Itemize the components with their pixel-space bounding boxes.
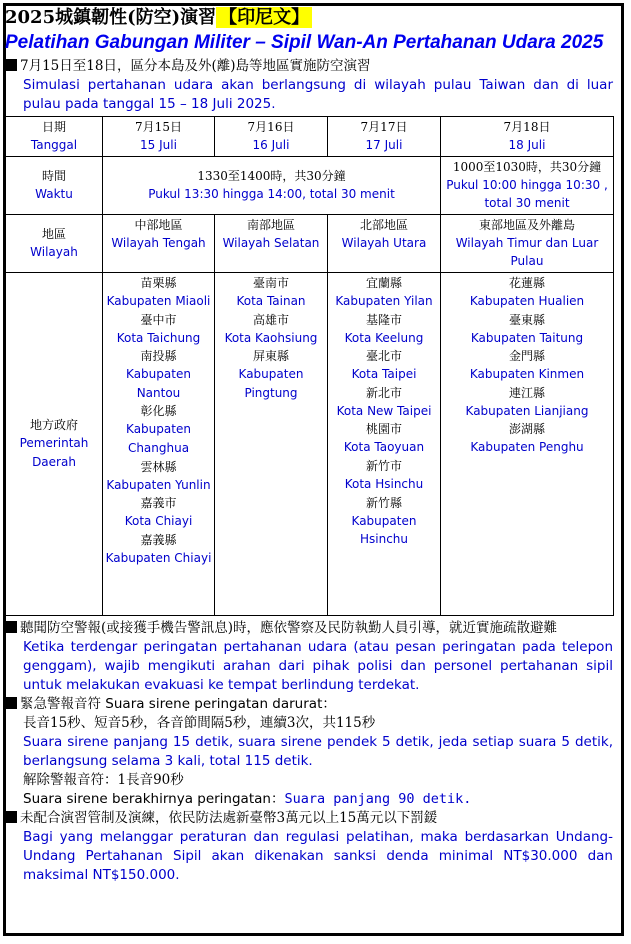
gov-item-id: Kabupaten Taitung [470,330,584,345]
gov-list-north [328,272,441,615]
penalty-notice [5,809,613,885]
date-cell [215,117,328,157]
date-cell [441,117,614,157]
time-last-zh: 1000至1030時，共30分鐘 [452,159,602,174]
table-row-time [6,156,614,214]
date-label-id: Tanggal [30,138,78,152]
gov-item-zh: 嘉義縣 [140,532,177,547]
time-label-id: Waktu [35,186,73,201]
page-title [5,6,613,30]
region-id: Wilayah Timur dan Luar Pulau [455,235,599,269]
gov-item-zh: 新竹市 [365,458,402,473]
date-cell [103,117,215,157]
region-cell [328,214,441,272]
siren-clear-value-id: Suara panjang 90 detik. [284,790,472,807]
title-language-highlight: 【印尼文】 [216,7,312,28]
date-zh: 7月18日 [503,120,551,134]
region-zh: 東部地區及外離島 [478,217,575,232]
square-bullet-icon [5,697,17,709]
gov-item-zh: 基隆市 [365,312,402,327]
gov-item-zh: 金門縣 [508,349,545,364]
date-id: 16 Juli [252,138,290,152]
gov-item-id: Kabupaten Nantou [126,367,191,400]
gov-item-zh: 臺中市 [140,312,177,327]
gov-list-central [103,272,215,615]
time-main-id: Pukul 13:30 hingga 14:00, total 30 menit [148,186,395,201]
penalty-id: Bagi yang melanggar peraturan dan regulasi pelatihan, maka berdasarkan Undang-Undang Pertahanan Sipil akan dikenakan sanksi denda minimal NT$30.000 dan maksimal NT$150.000. [23,828,613,883]
gov-item-id: Kabupaten Pingtung [238,367,304,400]
gov-item-zh: 南投縣 [140,349,177,364]
gov-label-zh: 地方政府 [29,418,78,433]
square-bullet-icon [5,59,17,71]
gov-list-south [215,272,328,615]
gov-item-id: Kota Chiayi [124,514,193,529]
time-main-cell [103,156,441,214]
evac-zh: 聽聞防空警報(或接獲手機告警訊息)時，應依警察及民防執勤人員引導，就近實施疏散避難 [20,619,558,636]
gov-item-id: Kabupaten Chiayi [105,550,212,565]
schedule-table [5,116,614,616]
gov-item-zh: 高雄市 [252,312,289,327]
gov-item-zh: 屏東縣 [252,349,289,364]
time-label-cell [6,156,103,214]
region-label-zh: 地區 [41,227,66,242]
siren-notice [5,695,613,809]
region-id: Wilayah Utara [341,235,427,250]
gov-item-id: Kota Hsinchu [344,476,424,491]
intro-id: Simulasi pertahanan udara akan berlangsung di wilayah pulau Taiwan dan di luar pulau pada tanggal 15 – 18 Juli 2025. [23,77,613,112]
gov-item-id: Kota Kaohsiung [224,330,318,345]
evacuation-notice [5,619,613,695]
intro-section [5,57,613,114]
time-label-zh: 時間 [41,168,66,183]
region-zh: 北部地區 [359,217,408,232]
date-cell [328,117,441,157]
date-zh: 7月17日 [360,120,408,134]
gov-item-id: Kabupaten Penghu [470,440,584,455]
title-main: 2025城鎮韌性(防空)演習 [5,7,217,28]
gov-list-east [441,272,614,615]
siren-clear-zh: 解除警報音符：1長音90秒 [23,771,184,788]
gov-item-zh: 宜蘭縣 [365,275,402,290]
region-zh: 中部地區 [134,217,183,232]
date-id: 15 Juli [140,138,177,152]
gov-item-zh: 澎湖縣 [508,422,545,437]
gov-label-cell [6,272,103,615]
gov-item-id: Kabupaten Hsinchu [351,513,417,547]
gov-item-zh: 嘉義市 [140,496,177,511]
gov-item-zh: 臺南市 [252,275,289,290]
gov-item-zh: 連江縣 [508,385,545,400]
gov-item-zh: 新北市 [365,385,402,400]
square-bullet-icon [5,621,17,633]
intro-zh: 7月15日至18日，區分本島及外(離)島等地區實施防空演習 [20,58,371,74]
evac-id: Ketika terdengar peringatan pertahanan udara (atau pesan peringatan pada telepon genggam), wajib mengikuti arahan dari pihak polisi dan personel pertahanan sipil untuk melakukan evakuasi ke tempat berlindung terdekat. [23,638,613,693]
date-id: 18 Juli [508,138,546,152]
gov-item-zh: 苗栗縣 [140,275,177,290]
time-main-zh: 1330至1400時，共30分鐘 [197,168,346,183]
region-id: Wilayah Tengah [111,235,206,250]
table-row-dates [6,117,614,157]
gov-item-id: Kota Taoyuan [343,440,425,455]
gov-item-id: Kabupaten Yunlin [106,477,211,492]
date-zh: 7月15日 [135,120,182,134]
gov-item-id: Kota Taichung [116,330,201,345]
region-label-id: Wilayah [30,245,78,260]
siren-detail-zh: 長音15秒、短音5秒，各音節間隔5秒，連續3次，共115秒 [23,714,376,731]
region-cell [103,214,215,272]
gov-item-id: Kota Tainan [236,293,306,308]
region-id: Wilayah Selatan [222,235,320,250]
gov-item-id: Kota Taipei [351,367,417,382]
gov-item-zh: 雲林縣 [140,459,177,474]
gov-item-id: Kabupaten Lianjiang [465,403,589,418]
gov-item-id: Kabupaten Changhua [126,422,191,455]
gov-item-zh: 臺北市 [365,349,402,364]
gov-item-id: Kabupaten Yilan [335,293,433,308]
time-last-id: Pukul 10:00 hingga 10:30 , total 30 menit [446,177,608,211]
region-zh: 南部地區 [246,217,295,232]
date-id: 17 Juli [365,138,403,152]
gov-item-zh: 新竹縣 [365,495,402,510]
siren-detail-id: Suara sirene panjang 15 detik, suara sirene pendek 5 detik, jeda setiap suara 5 detik, berlangsung selama 3 kali, total 115 detik. [23,733,613,769]
gov-item-id: Kota Keelung [344,330,424,345]
subtitle: Pelatihan Gabungan Militer – Sipil Wan-An Pertahanan Udara 2025 [5,32,604,53]
table-row-gov [6,272,614,615]
square-bullet-icon [5,811,17,823]
gov-item-zh: 花蓮縣 [508,275,545,290]
table-row-region [6,214,614,272]
siren-head-zh: 緊急警報音符 [20,695,101,712]
gov-item-zh: 臺東縣 [508,312,545,327]
gov-item-id: Kabupaten Kinmen [469,367,585,382]
region-label-cell [6,214,103,272]
gov-item-zh: 彰化縣 [140,404,177,419]
siren-head-id: Suara sirene peringatan darurat： [105,695,336,712]
gov-item-id: Kabupaten Miaoli [106,293,211,308]
date-label-zh: 日期 [41,120,66,134]
date-zh: 7月16日 [247,120,295,134]
region-cell [215,214,328,272]
gov-label-id: Pemerintah Daerah [19,436,89,469]
gov-item-id: Kabupaten Hualien [469,293,585,308]
region-cell [441,214,614,272]
date-label-cell [6,117,103,157]
gov-item-zh: 桃園市 [365,422,402,437]
document [5,6,613,885]
penalty-zh: 未配合演習管制及演練，依民防法處新臺幣3萬元以上15萬元以下罰鍰 [20,809,438,826]
siren-clear-label-id: Suara sirene berakhirnya peringatan： [23,790,285,807]
gov-item-id: Kota New Taipei [336,403,432,418]
time-last-cell [441,156,614,214]
